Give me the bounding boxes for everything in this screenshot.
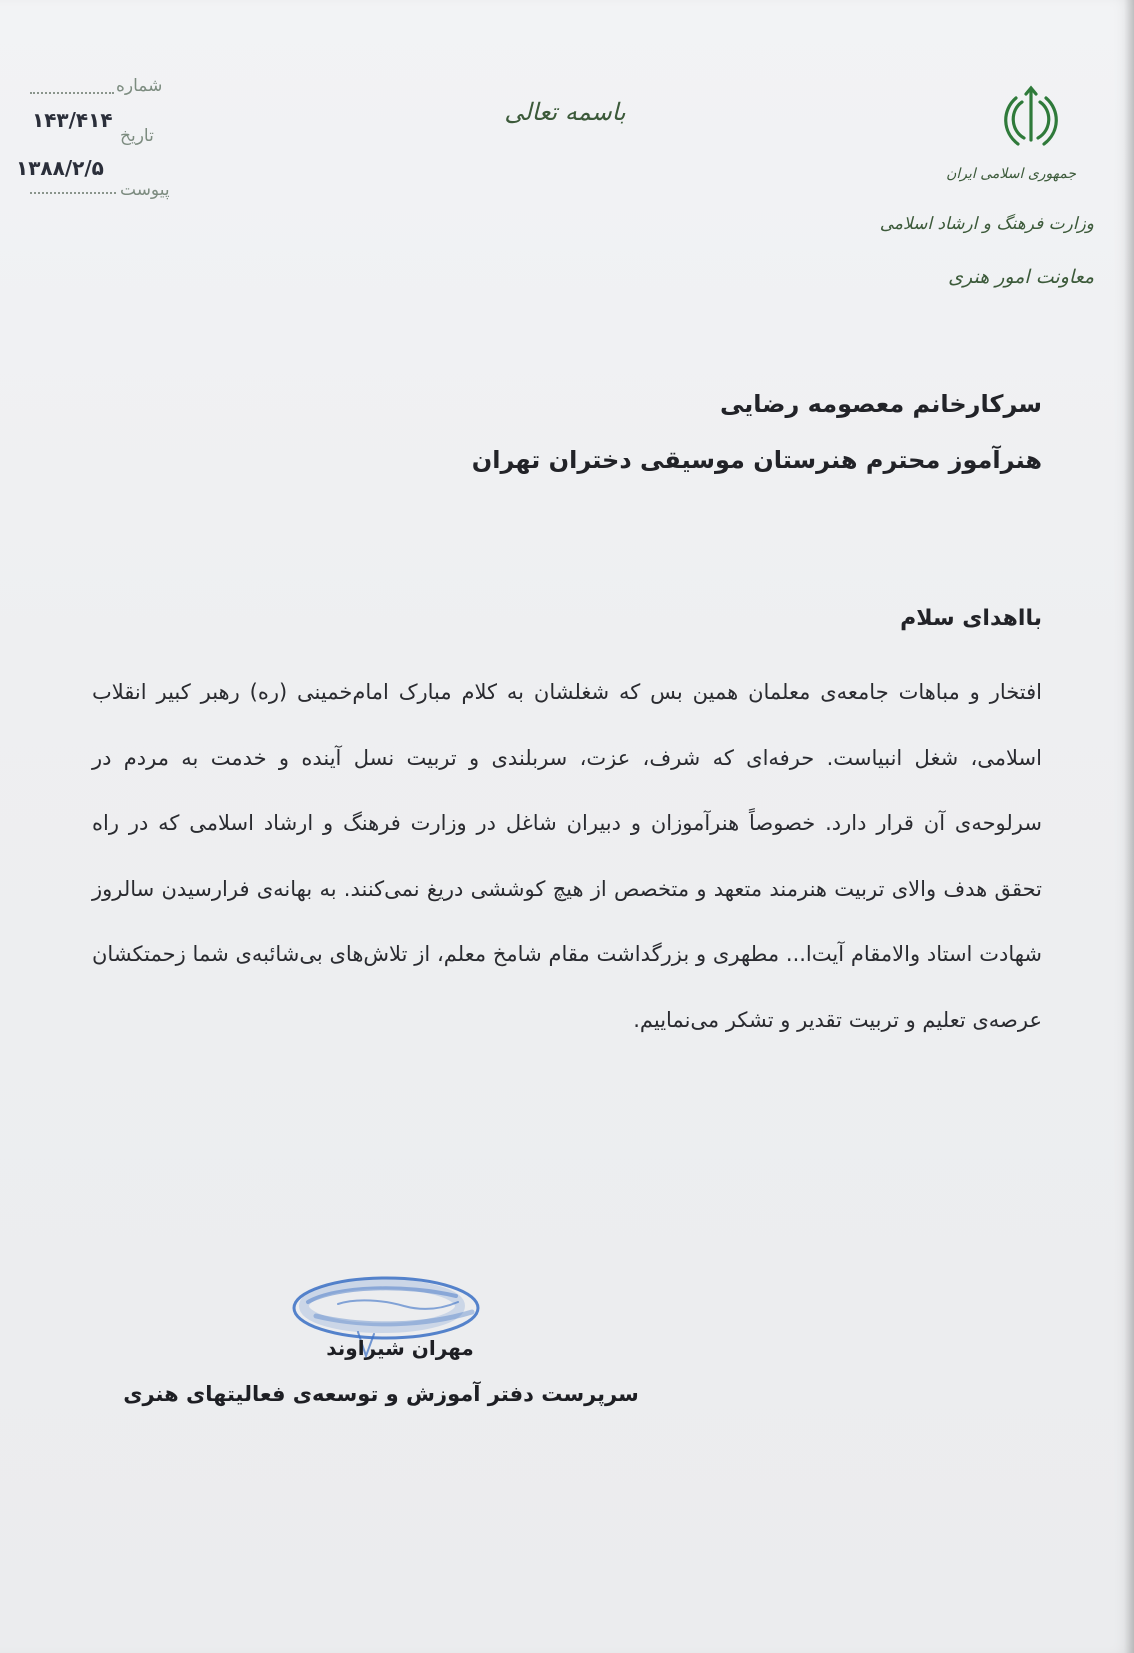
invocation: باسمه تعالی	[504, 98, 626, 126]
date-value: ۱۳۸۸/۲/۵	[16, 156, 104, 180]
attachment-label: پیوست	[120, 180, 170, 200]
org-deputy: معاونت امور هنری	[948, 266, 1094, 288]
number-label: شماره	[116, 76, 163, 96]
date-label: تاریخ	[120, 126, 154, 146]
attachment-dotted-line	[30, 192, 116, 194]
recipient-position: هنرآموز محترم هنرستان موسیقی دختران تهران	[471, 446, 1042, 474]
letter-body: افتخار و مباهات جامعه‌ی معلمان همین بس که شغلشان به کلام مبارک امام‌خمینی (ره) رهبر کبیر انقلاب اسلامی، شغل انبیاست. حرفه‌ای که شرف، عزت، سربلندی و تربیت نسل آینده و خدمت به مردم در سرلوحه‌ی آن قرار دارد. خصوصاً هنرآموزان و دبیران شاغل در وزارت فرهنگ و ارشاد اسلامی که در راه تحقق هدف والای تربیت هنرمند متعهد و متخصص از هیچ کوششی دریغ نمی‌کنند. به بهانه‌ی فرارسیدن سالروز شهادت استاد والامقام آیت‌ا... مطهری و بزرگداشت مقام شامخ معلم، از تلاش‌های بی‌شائبه‌ی شما زحمتکشان عرصه‌ی تعلیم و تربیت تقدیر و تشکر می‌نماییم.	[92, 680, 1042, 1032]
recipient-name: سرکارخانم معصومه رضایی	[720, 390, 1042, 418]
org-ministry: وزارت فرهنگ و ارشاد اسلامی	[879, 214, 1094, 234]
signatory-name: مهران شیراوند	[326, 1336, 474, 1360]
number-value: ۱۴۳/۴۱۴	[32, 108, 113, 132]
org-country: جمهوری اسلامی ایران	[946, 166, 1076, 182]
number-dotted-line	[30, 92, 114, 94]
emblem-of-iran-icon	[996, 82, 1066, 152]
greeting: بااهدای سلام	[900, 606, 1042, 631]
signatory-title: سرپرست دفتر آموزش و توسعه‌ی فعالیتهای هنری	[123, 1382, 639, 1406]
